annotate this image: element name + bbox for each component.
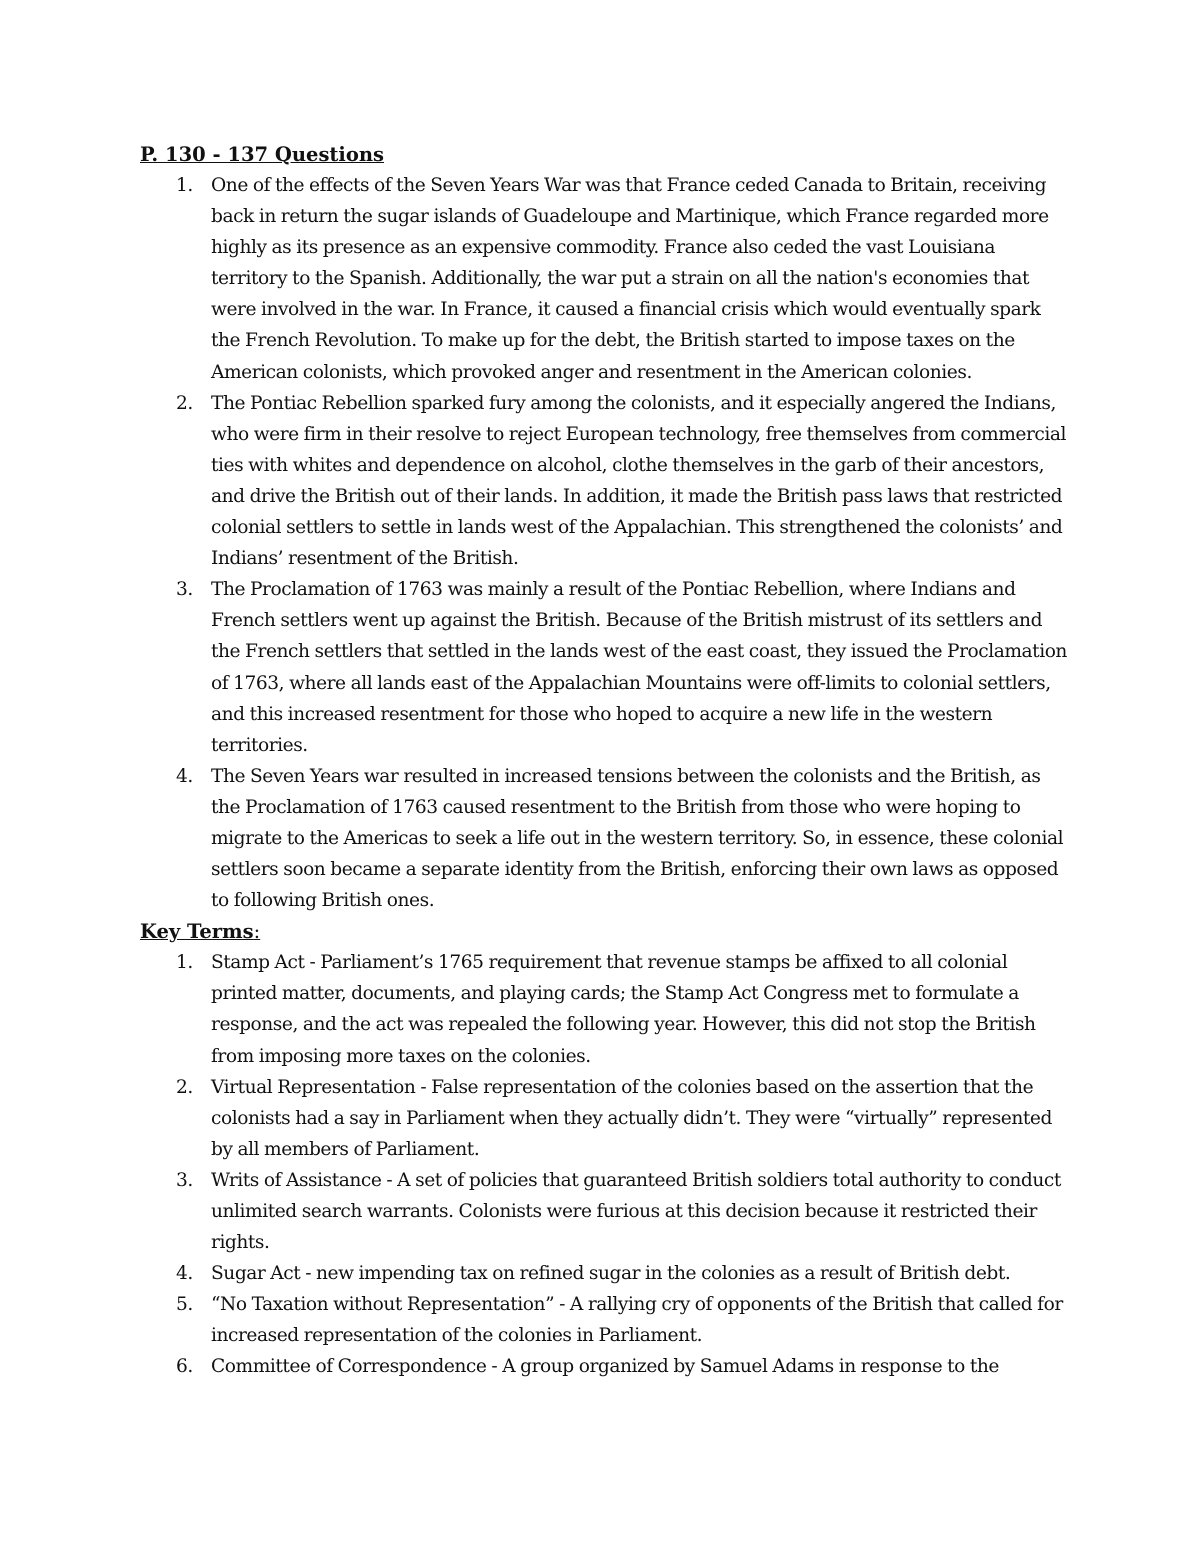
list-number: 1. [176,175,193,196]
key-term-item-1 [140,947,1070,1071]
list-number: 3. [176,579,193,601]
key-term-text: Virtual Representation - False representation of the colonies based on the assertion that the colonists had a say in Parliament when they actually didn’t. They were “virtually” represented by all members of Parliament. [211,1076,1052,1160]
key-term-item-2 [140,1072,1070,1165]
list-number: 6. [176,1356,193,1378]
key-term-item-4 [140,1258,1070,1289]
list-number: 4. [176,1263,193,1285]
key-terms-section [140,916,1070,1382]
questions-list [140,170,1070,916]
question-item-4 [140,761,1070,916]
key-term-item-6 [140,1351,1070,1382]
list-number: 3. [176,1169,193,1191]
question-item-1 [140,170,1070,388]
question-text: The Pontiac Rebellion sparked fury among the colonists, and it especially angered the Indians, who were firm in their resolve to reject European technology, free themselves from commercial ties with whites and dependence on alcohol, clothe themselves in the garb of their ancestors, and drive the British out of their lands. In addition, it made the British pass laws that restricted colonial settlers to settle in lands west of the Appalachian. This strengthened the colonists’ and Indians’ resentment of the British. [211,392,1067,570]
question-item-3 [140,574,1070,761]
key-term-text: “No Taxation without Representation” - A rallying cry of opponents of the British that called for increased representation of the colonies in Parliament. [211,1294,1063,1347]
key-term-text: Sugar Act - new impending tax on refined sugar in the colonies as a result of British debt. [211,1263,1011,1285]
list-number: 1. [176,952,193,974]
key-terms-heading: Key Terms: [140,920,261,944]
key-term-text: Committee of Correspondence - A group organized by Samuel Adams in response to the [211,1356,999,1378]
key-term-text: Stamp Act - Parliament’s 1765 requirement that revenue stamps be affixed to all colonial printed matter, documents, and playing cards; the Stamp Act Congress met to formulate a response, and the act was repealed the following year. However, this did not stop the British from imposing more taxes on the colonies. [211,952,1036,1067]
document-page [140,139,1070,1383]
key-term-item-3 [140,1165,1070,1258]
question-text: The Seven Years war resulted in increased tensions between the colonists and the British, as the Proclamation of 1763 caused resentment to the British from those who were hoping to migrate to the Americas to seek a life out in the western territory. So, in essence, these colonial settlers soon became a separate identity from the British, enforcing their own laws as opposed to following British ones. [211,765,1064,912]
question-text: One of the effects of the Seven Years War was that France ceded Canada to Britain, receiving back in return the sugar islands of Guadeloupe and Martinique, which France regarded more highly as its presence as an expensive commodity. France also ceded the vast Louisiana territory to the Spanish. Additionally, the war put a strain on all the nation's economies that were involved in the war. In France, it caused a financial crisis which would eventually spark the French Revolution. To make up for the debt, the British started to impose taxes on the American colonists, which provoked anger and resentment in the American colonies. [211,175,1049,383]
list-number: 4. [176,765,193,787]
question-item-2 [140,388,1070,575]
list-number: 2. [176,1076,193,1098]
key-terms-list [140,947,1070,1382]
questions-heading: P. 130 - 137 Questions [140,143,385,166]
key-term-text: Writs of Assistance - A set of policies that guaranteed British soldiers total authority to conduct unlimited search warrants. Colonists were furious at this decision because it restricted their rights. [211,1169,1061,1254]
questions-section [140,139,1070,916]
list-number: 2. [176,392,193,414]
question-text: The Proclamation of 1763 was mainly a result of the Pontiac Rebellion, where Indians and French settlers went up against the British. Because of the British mistrust of its settlers and the French settlers that settled in the lands west of the east coast, they issued the Proclamation of 1763, where all lands east of the Appalachian Mountains were off-limits to colonial settlers, and this increased resentment for those who hoped to acquire a new life in the western territories. [211,579,1067,756]
key-term-item-5 [140,1289,1070,1351]
list-number: 5. [176,1294,193,1316]
